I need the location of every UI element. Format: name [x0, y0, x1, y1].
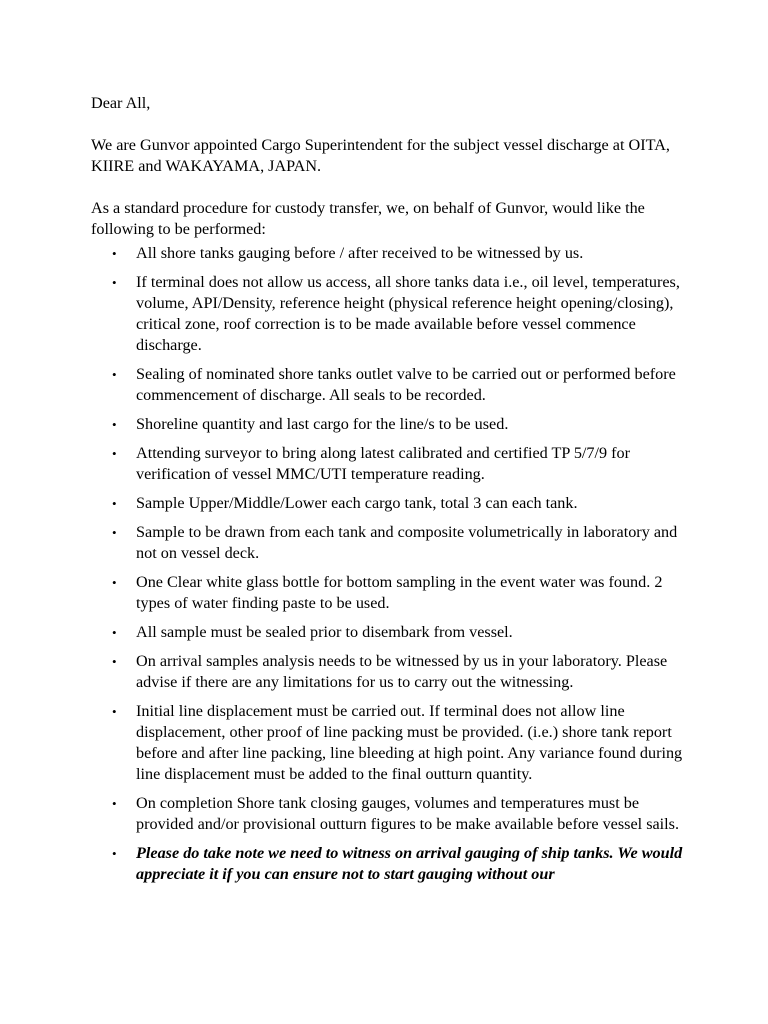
list-item	[91, 651, 686, 693]
bullet-icon: •	[112, 275, 117, 290]
list-item	[91, 522, 686, 564]
bullet-icon: •	[112, 246, 117, 261]
list-item-text: Attending surveyor to bring along latest calibrated and certified TP 5/7/9 for verification of vessel MMC/UTI temperature reading.	[136, 444, 631, 483]
list-item-text: Please do take note we need to witness on arrival gauging of ship tanks. We would appreciate it if you can ensure not to start gauging without our	[136, 844, 683, 883]
list-item	[91, 572, 686, 614]
list-item-text: Sealing of nominated shore tanks outlet valve to be carried out or performed before commencement of discharge. All seals to be recorded.	[136, 365, 676, 404]
list-item	[91, 414, 686, 435]
bullet-icon: •	[112, 625, 117, 640]
list-item	[91, 622, 686, 643]
list-item	[91, 272, 686, 356]
list-item-text: All sample must be sealed prior to disembark from vessel.	[136, 623, 513, 641]
procedure-paragraph: As a standard procedure for custody transfer, we, on behalf of Gunvor, would like the following to be performed:	[91, 199, 645, 238]
list-item	[91, 493, 686, 514]
list-item-emphasized	[91, 843, 686, 885]
bullet-icon: •	[112, 417, 117, 432]
list-item	[91, 243, 686, 264]
list-item-text: All shore tanks gauging before / after received to be witnessed by us.	[136, 244, 584, 262]
list-item	[91, 701, 686, 785]
list-item-text: Sample to be drawn from each tank and composite volumetrically in laboratory and not on vessel deck.	[136, 523, 678, 562]
intro-paragraph: We are Gunvor appointed Cargo Superintendent for the subject vessel discharge at OITA, KIIRE and WAKAYAMA, JAPAN.	[91, 136, 670, 175]
list-item-text: One Clear white glass bottle for bottom sampling in the event water was found. 2 types of water finding paste to be used.	[136, 573, 663, 612]
list-item-text: Initial line displacement must be carried out. If terminal does not allow line displacement, other proof of line packing must be provided. (i.e.) shore tank report before and after line packing, line bleeding at high point. Any variance found during line displacement must be added to the final outturn quantity.	[136, 702, 683, 783]
bullet-icon: •	[112, 525, 117, 540]
list-item-text: On arrival samples analysis needs to be witnessed by us in your laboratory. Please advise if there are any limitations for us to carry out the witnessing.	[136, 652, 668, 691]
list-item-text: On completion Shore tank closing gauges, volumes and temperatures must be provided and/or provisional outturn figures to be make available before vessel sails.	[136, 794, 680, 833]
list-item	[91, 793, 686, 835]
bullet-icon: •	[112, 446, 117, 461]
bullet-icon: •	[112, 575, 117, 590]
bullet-icon: •	[112, 496, 117, 511]
bullet-icon: •	[112, 846, 117, 861]
list-item-text: If terminal does not allow us access, all shore tanks data i.e., oil level, temperatures, volume, API/Density, reference height (physical reference height opening/closing), critical zone, roof correction is to be made available before vessel commence discharge.	[136, 273, 680, 354]
list-item	[91, 443, 686, 485]
bullet-icon: •	[112, 704, 117, 719]
bullet-icon: •	[112, 367, 117, 382]
bullet-icon: •	[112, 796, 117, 811]
bullet-icon: •	[112, 654, 117, 669]
list-item-text: Sample Upper/Middle/Lower each cargo tank, total 3 can each tank.	[136, 494, 578, 512]
requirements-list	[91, 243, 686, 885]
list-item-text: Shoreline quantity and last cargo for the line/s to be used.	[136, 415, 509, 433]
greeting: Dear All,	[91, 94, 151, 112]
letter-body	[91, 93, 686, 893]
list-item	[91, 364, 686, 406]
